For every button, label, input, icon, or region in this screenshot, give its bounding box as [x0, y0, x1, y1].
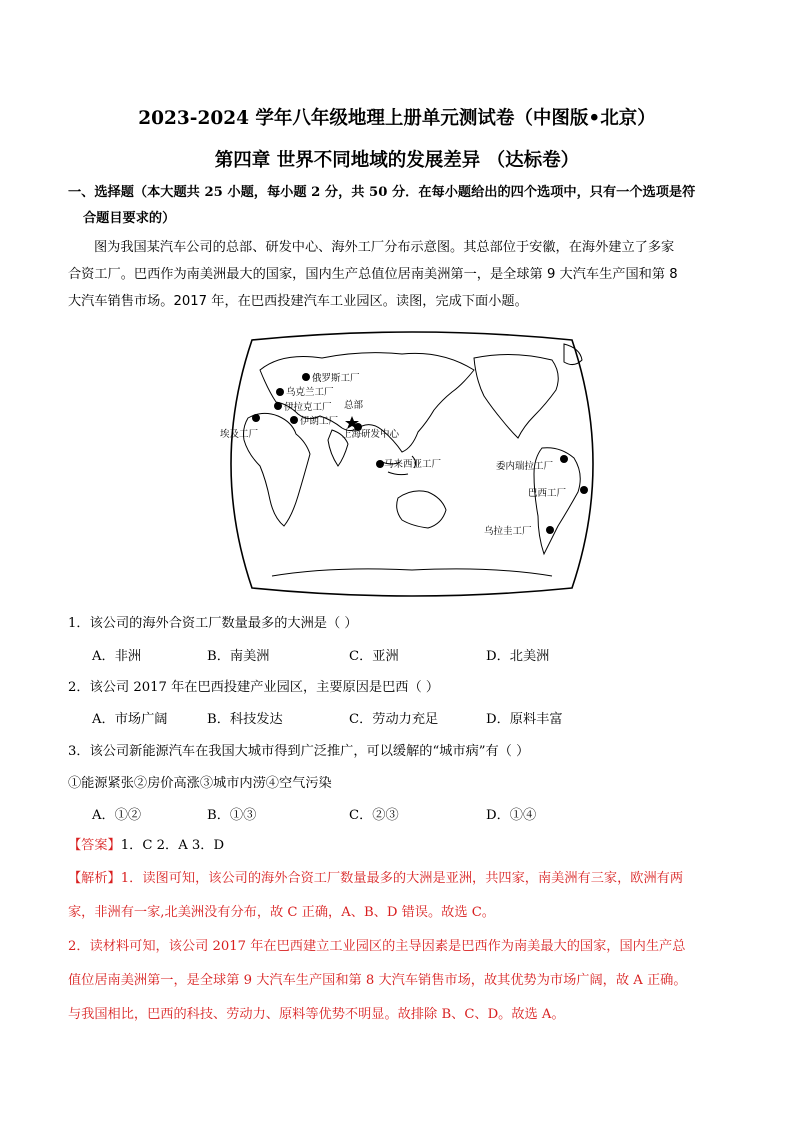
egypt-label: 埃及工厂: [220, 429, 259, 440]
q1-option-a: A．非洲: [92, 649, 142, 664]
intro-line-1: 图为我国某汽车公司的总部、研发中心、海外工厂分布示意图。其总部位于安徽，在海外建立了多家: [94, 240, 675, 255]
uruguay-marker: [546, 526, 554, 534]
malaysia-label: 马来西亚工厂: [384, 459, 442, 470]
iran-label: 伊朗工厂: [300, 416, 339, 427]
egypt-marker: [252, 414, 260, 422]
intro-line-2: 合资工厂。巴西作为南美洲最大的国家，国内生产总值位居南美洲第一，是全球第 9 大汽车生产国和第 8: [68, 267, 678, 282]
section-line-2: 合题目要求的）: [83, 211, 176, 226]
q2-option-d: D．原料丰富: [486, 712, 563, 727]
question-3-stem: 3．该公司新能源汽车在我国大城市得到广泛推广，可以缓解的“城市病”有（ ）: [68, 744, 530, 759]
analysis-line-2: 家，非洲有一家,北美洲没有分布，故 C 正确，A、B、D 错误。故选 C。: [68, 905, 495, 920]
uruguay-label: 乌拉圭工厂: [484, 526, 532, 537]
analysis-p1a: 1．读图可知，该公司的海外合资工厂数量最多的大洲是亚洲，共四家，南美洲有三家，欧洲有两: [120, 871, 684, 886]
q2-option-b: B．科技发达: [207, 712, 283, 727]
north-america-outline: [474, 354, 558, 438]
q2-option-c: C．劳动力充足: [349, 712, 439, 727]
iraq-marker: [274, 402, 282, 410]
venezuela-label: 委内瑞拉工厂: [496, 461, 554, 472]
australia-outline: [397, 491, 446, 528]
analysis-label: 【解析】: [68, 871, 121, 886]
answer-text: 1．C 2．A 3．D: [120, 838, 225, 853]
section-line-1: 一、选择题（本大题共 25 小题，每小题 2 分，共 50 分．在每小题给出的四个选项中，只有一个选项是符: [68, 185, 696, 200]
venezuela-marker: [560, 455, 568, 463]
answer-line: [68, 834, 224, 853]
answer-label: 【答案】: [68, 838, 121, 853]
q1-option-c: C．亚洲: [349, 649, 399, 664]
q3-option-a: A．①②: [92, 808, 142, 823]
ukraine-label: 乌克兰工厂: [286, 387, 334, 398]
shanghai-label: 上海研发中心: [342, 429, 400, 440]
intro-line-3: 大汽车销售市场。2017 年，在巴西投建汽车工业园区。读图，完成下面小题。: [68, 294, 528, 309]
question-1-stem: 1．该公司的海外合资工厂数量最多的大洲是（ ）: [68, 616, 358, 631]
q2-option-a: A．市场广阔: [92, 712, 168, 727]
intro-paragraph: [68, 234, 734, 315]
chapter-title: 第四章 世界不同地域的发展差异 （达标卷）: [214, 150, 580, 171]
q3-option-d: D．①④: [486, 808, 537, 823]
malaysia-marker: [376, 460, 384, 468]
world-map: [212, 330, 612, 598]
brazil-marker: [580, 486, 588, 494]
antarctica-outline: [272, 569, 552, 576]
analysis-line-3: 2．读材料可知，该公司 2017 年在巴西建立工业园区的主导因素是巴西作为南美最大的国家，国内生产总: [68, 939, 686, 954]
q1-option-d: D．北美洲: [486, 649, 550, 664]
q1-option-b: B．南美洲: [207, 649, 270, 664]
hq-label: 总部: [344, 400, 364, 411]
question-2-stem: 2．该公司 2017 年在巴西投建产业园区，主要原因是巴西（ ）: [68, 680, 440, 695]
analysis-line-5: 与我国相比，巴西的科技、劳动力、原料等优势不明显。故排除 B、C、D。故选 A。: [68, 1007, 565, 1022]
iraq-label: 伊拉克工厂: [284, 402, 332, 413]
question-3-items: ①能源紧张②房价高涨③城市内涝④空气污染: [68, 776, 332, 791]
section-heading: [68, 180, 728, 232]
brazil-label: 巴西工厂: [528, 488, 567, 499]
ukraine-marker: [276, 388, 284, 396]
analysis-block: [68, 862, 736, 1032]
iran-marker: [290, 416, 298, 424]
russia-label: 俄罗斯工厂: [312, 373, 360, 384]
q3-option-c: C．②③: [349, 808, 399, 823]
q3-option-b: B．①③: [207, 808, 257, 823]
russia-marker: [302, 373, 310, 381]
page-title: 2023-2024 学年八年级地理上册单元测试卷（中图版•北京）: [138, 108, 656, 129]
analysis-line-1: [68, 862, 736, 896]
analysis-line-4: 值位居南美洲第一，是全球第 9 大汽车生产国和第 8 大汽车销售市场，故其优势为市场广阔，故 A 正确。: [68, 973, 687, 988]
